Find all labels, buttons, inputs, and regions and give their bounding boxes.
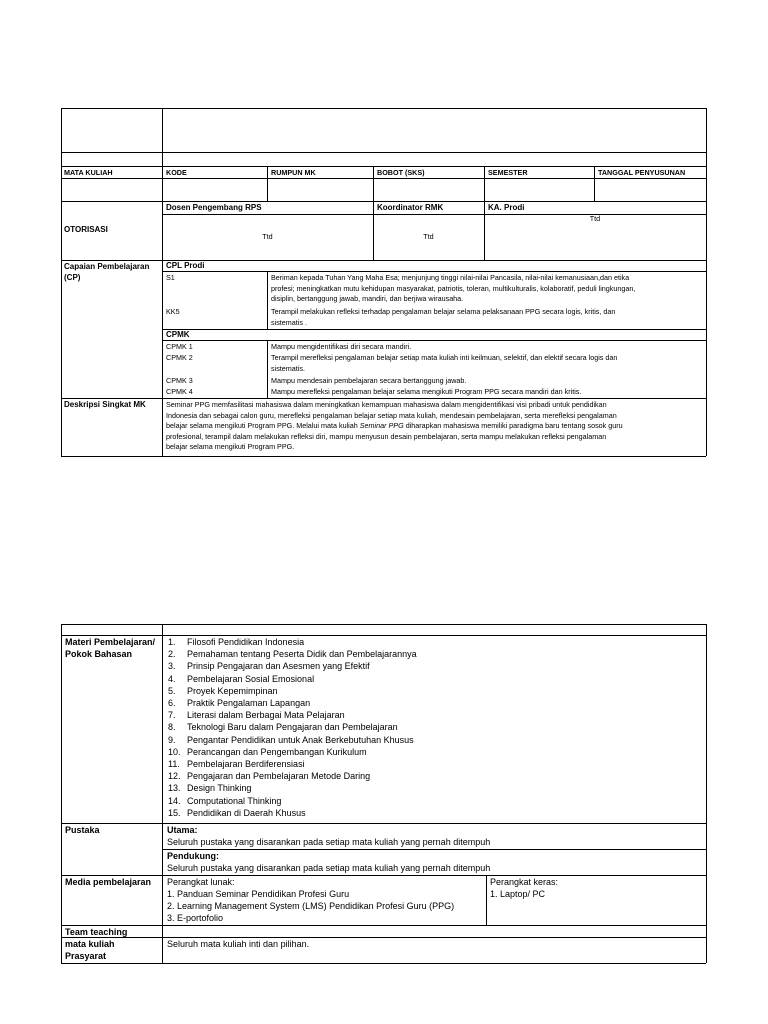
materi-item: [168, 709, 417, 721]
materi-item-text: Filosofi Pendidikan Indonesia: [187, 637, 305, 647]
cpmk2-line: Terampil merefleksi pengalaman belajar setiap mata kuliah inti keilmuan, selektif, dan elektif secara logis dan: [271, 353, 618, 362]
pustaka-pendukung-label: Pendukung:: [167, 851, 219, 861]
deskripsi-line: belajar selama mengikuti Program PPG.: [166, 442, 295, 451]
materi-item-text: Pembelajaran Berdiferensiasi: [187, 759, 305, 770]
materi-item-number: 7.: [168, 710, 176, 721]
materi-item-text: Pendidikan di Daerah Khusus: [187, 807, 306, 818]
materi-item-number: 15.: [168, 807, 181, 818]
ttd-koordinator: Ttd: [423, 232, 434, 241]
materi-label-line2: Pokok Bahasan: [65, 649, 133, 660]
materi-item-number: 14.: [168, 795, 181, 806]
cpmk3-code: CPMK 3: [166, 376, 193, 385]
materi-item-number: 12.: [168, 771, 181, 782]
pustaka-utama-label: Utama:: [167, 825, 198, 835]
cpmk2-text: [271, 353, 617, 374]
prasyarat-label: [65, 938, 115, 962]
perangkat-keras-label: Perangkat keras:: [490, 877, 559, 887]
s1-line: profesi; meningkatkan mutu kehidupan masyarakat, patriotis, toleran, multikulturalis, kolaboratif, peduli lingkungan,: [271, 283, 636, 293]
s1-line: disiplin, bertanggung jawab, mandiri, dan berjiwa wirausaha.: [271, 294, 464, 303]
koordinator-rmk-label: Koordinator RMK: [377, 203, 444, 212]
materi-item: [168, 648, 417, 660]
materi-item-number: 1.: [168, 637, 176, 647]
materi-item-text: Computational Thinking: [187, 795, 282, 806]
materi-label-line1: Materi Pembelajaran/: [65, 637, 156, 647]
deskripsi-line: [166, 421, 623, 432]
materi-item: [168, 770, 417, 782]
cp-label-line2: (CP): [64, 272, 81, 282]
otorisasi-label: OTORISASI: [64, 225, 108, 234]
prasyarat-text: Seluruh mata kuliah inti dan pilihan.: [167, 939, 310, 949]
materi-item-number: 13.: [168, 783, 181, 794]
cpmk4-code: CPMK 4: [166, 387, 193, 396]
cpmk3-text: Mampu mendesain pembelajaran secara bertanggung jawab.: [271, 376, 467, 385]
ttd-dosen: Ttd: [262, 232, 273, 241]
perangkat-lunak-item: 3. E-portofolio: [167, 913, 224, 924]
materi-item-text: Pembelajaran Sosial Emosional: [187, 673, 315, 684]
cpmk2-line: sistematis.: [271, 363, 305, 373]
deskripsi-text: [166, 400, 623, 453]
header-semester: SEMESTER: [488, 168, 528, 177]
header-rumpun-mk: RUMPUN MK: [271, 168, 316, 177]
materi-item: [168, 782, 417, 794]
s1-line: Beriman kepada Tuhan Yang Maha Esa; menjunjung tinggi nilai-nilai Pancasila, nilai-nilai kemanusiaan,dan etika: [271, 273, 630, 282]
perangkat-lunak-item: 2. Learning Management System (LMS) Pendidikan Profesi Guru (PPG): [167, 901, 455, 912]
deskripsi-line3a: belajar selama mengikuti Program PPG. Melalui mata kuliah: [166, 421, 360, 430]
materi-item-number: 6.: [168, 698, 176, 709]
materi-item-text: Proyek Kepemimpinan: [187, 685, 278, 696]
materi-item-number: 2.: [168, 649, 176, 660]
pustaka-label: Pustaka: [65, 825, 100, 835]
cpmk1-text: Mampu mengidentifikasi diri secara mandiri.: [271, 342, 412, 351]
header-kode: KODE: [166, 168, 187, 177]
s1-code: S1: [166, 273, 175, 282]
materi-item-text: Prinsip Pengajaran dan Asesmen yang Efektif: [187, 661, 370, 672]
prasyarat-label-line1: mata kuliah: [65, 939, 115, 949]
materi-list: [168, 636, 417, 819]
materi-label: [65, 636, 155, 660]
deskripsi-line: Indonesia dan sebagai calon guru, merefleksi pengalaman belajar setiap mata kuliah, mendesain pembelajaran, serta merefleksi pengalaman: [166, 410, 617, 420]
materi-item: [168, 660, 417, 672]
materi-item-number: 5.: [168, 685, 176, 696]
cpmk4-text: Mampu merefleksi pengalaman belajar selama mengikuti Program PPG secara mandiri dan kritis.: [271, 387, 582, 396]
deskripsi-course-name: Seminar PPG: [359, 421, 404, 430]
materi-item: [168, 636, 417, 648]
kk5-description: [271, 307, 615, 328]
ttd-kaprodi: Ttd: [589, 214, 601, 223]
materi-item-number: 10.: [168, 746, 181, 757]
materi-item-number: 11.: [168, 759, 180, 770]
cp-label: [64, 262, 149, 283]
perangkat-lunak-label: Perangkat lunak:: [167, 877, 235, 887]
kk5-code: KK5: [166, 307, 180, 316]
materi-item-text: Design Thinking: [187, 783, 252, 794]
perangkat-keras-item: 1. Laptop/ PC: [490, 889, 546, 899]
cpl-prodi-label: CPL Prodi: [166, 261, 205, 270]
materi-item-number: 4.: [168, 673, 176, 684]
header-tanggal: TANGGAL PENYUSUNAN: [598, 168, 686, 177]
pustaka-utama-text: Seluruh pustaka yang disarankan pada setiap mata kuliah yang pernah ditempuh: [167, 837, 491, 847]
materi-item-text: Pemahaman tentang Peserta Didik dan Pembelajarannya: [187, 649, 417, 660]
media-label: Media pembelajaran: [65, 877, 152, 887]
materi-item-number: 9.: [168, 734, 176, 745]
materi-item: [168, 673, 417, 685]
materi-item-text: Pengajaran dan Pembelajaran Metode Daring: [187, 771, 371, 782]
s1-description: [271, 273, 635, 305]
materi-item: [168, 734, 417, 746]
perangkat-lunak-list: [167, 888, 454, 925]
prasyarat-label-line2: Prasyarat: [65, 951, 107, 962]
materi-item-text: Teknologi Baru dalam Pengajaran dan Pembelajaran: [187, 722, 398, 733]
materi-item: [168, 746, 417, 758]
team-teaching-label: Team teaching: [65, 927, 128, 937]
materi-item-text: Literasi dalam Berbagai Mata Pelajaran: [187, 710, 345, 721]
kk5-line: sistematis .: [271, 317, 307, 327]
cpmk1-code: CPMK 1: [166, 342, 193, 351]
materi-item: [168, 795, 417, 807]
materi-item: [168, 721, 417, 733]
materi-item-text: Pengantar Pendidikan untuk Anak Berkebutuhan Khusus: [187, 734, 414, 745]
deskripsi-line: profesional, terampil dalam melakukan refleksi diri, mampu menyusun desain pembelajaran, serta mampu melakukan refleksi pengalaman: [166, 431, 607, 441]
header-mata-kuliah: MATA KULIAH: [64, 168, 113, 177]
deskripsi-label: Deskripsi Singkat MK: [64, 400, 146, 409]
deskripsi-line3b: diharapkan mahasiswa memiliki paradigma baru tentang sosok guru: [403, 421, 623, 430]
deskripsi-line: Seminar PPG memfasilitasi mahasiswa dalam meningkatkan kemampuan mahasiswa dalam mengidentifikasi visi pribadi untuk pendidikan: [166, 400, 607, 409]
materi-item: [168, 807, 417, 819]
dosen-pengembang-label: Dosen Pengembang RPS: [166, 203, 262, 212]
materi-item: [168, 758, 417, 770]
ka-prodi-label: KA. Prodi: [488, 203, 525, 212]
pustaka-pendukung-text: Seluruh pustaka yang disarankan pada setiap mata kuliah yang pernah ditempuh: [167, 863, 491, 873]
materi-item: [168, 685, 417, 697]
perangkat-lunak-item: 1. Panduan Seminar Pendidikan Profesi Guru: [167, 889, 350, 899]
header-bobot: BOBOT (SKS): [377, 168, 425, 177]
cpmk2-code: CPMK 2: [166, 353, 193, 362]
materi-item-number: 3.: [168, 661, 176, 672]
materi-item: [168, 697, 417, 709]
materi-item-number: 8.: [168, 722, 176, 733]
materi-item-text: Perancangan dan Pengembangan Kurikulum: [187, 746, 367, 757]
cpmk-label: CPMK: [166, 330, 190, 339]
materi-item-text: Praktik Pengalaman Lapangan: [187, 698, 311, 709]
cp-label-line1: Capaian Pembelajaran: [64, 262, 150, 271]
kk5-line: Terampil melakukan refleksi terhadap pengalaman belajar selama pelaksanaan PPG secara logis, kritis, dan: [271, 307, 616, 316]
